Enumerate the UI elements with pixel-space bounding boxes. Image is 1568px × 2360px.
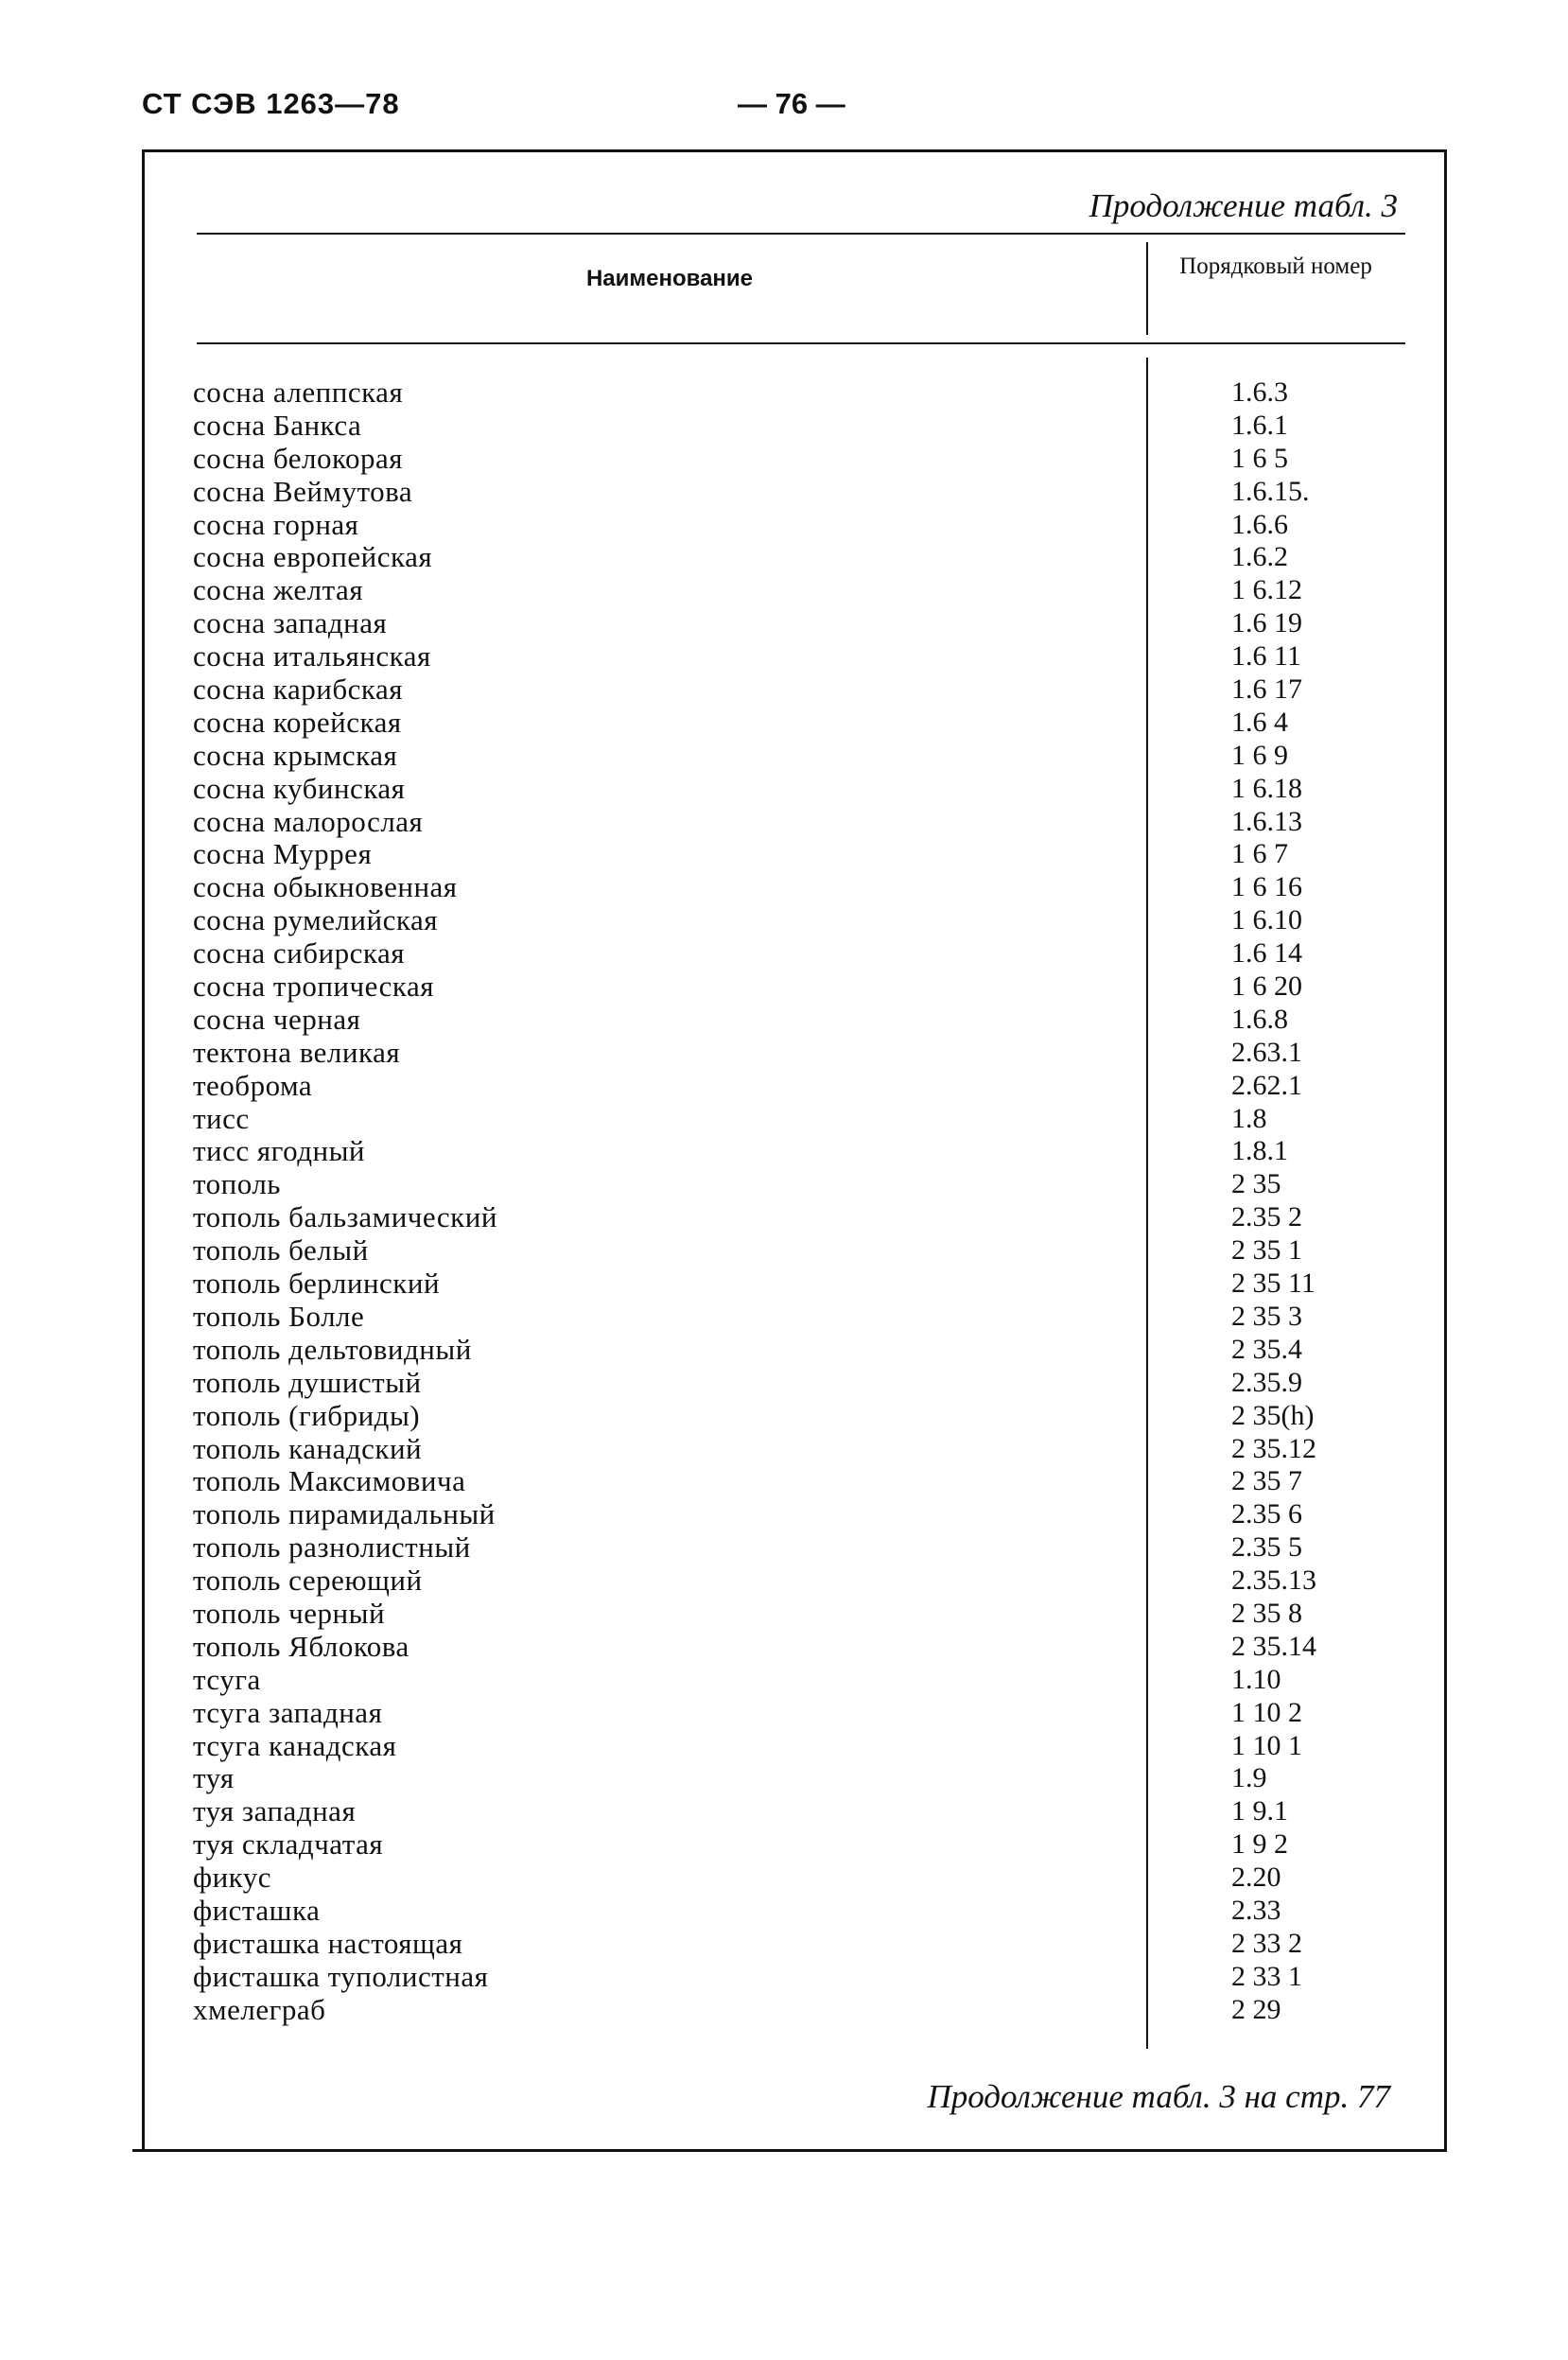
table-row: [193, 738, 1288, 773]
species-name: сосна желтая: [193, 573, 364, 607]
species-name: тектона великая: [193, 1035, 401, 1069]
frame-left-border: [142, 149, 145, 2150]
species-name: тополь канадский: [193, 1431, 423, 1465]
species-name: тсуга западная: [193, 1695, 383, 1729]
species-name: сосна Муррея: [193, 837, 373, 871]
species-name: сосна крымская: [193, 738, 398, 772]
ordinal-number: 2.35 5: [1231, 1531, 1302, 1564]
ordinal-number: 1.6.6: [1231, 508, 1288, 540]
ordinal-number: 2.20: [1231, 1862, 1281, 1894]
column-header-name: Наименование: [585, 266, 754, 291]
table-row: [193, 1695, 1302, 1730]
table-row: [193, 441, 1288, 476]
frame-right-border: [1444, 149, 1447, 2150]
species-name: туя западная: [193, 1794, 357, 1828]
table-row: [193, 1926, 1302, 1961]
species-name: сосна западная: [193, 606, 388, 640]
table-row: [193, 837, 1288, 871]
ordinal-number: 1 9.1: [1231, 1795, 1288, 1827]
page-header: [0, 87, 1568, 134]
table-row: [193, 1530, 1302, 1565]
table-row: [193, 376, 1288, 410]
species-name: тополь сереющий: [193, 1564, 423, 1598]
ordinal-number: 2 35 11: [1231, 1267, 1315, 1300]
ordinal-number: 1.6.15.: [1231, 475, 1310, 507]
species-name: фисташка настоящая: [193, 1926, 463, 1960]
ordinal-number: 1.6 17: [1231, 673, 1302, 706]
ordinal-number: 1.6.2: [1231, 541, 1288, 573]
table-row: [193, 1068, 1302, 1103]
ordinal-number: 2 33 2: [1231, 1927, 1302, 1959]
ordinal-number: 1.6.1: [1231, 409, 1288, 441]
species-name: тополь разнолистный: [193, 1530, 471, 1565]
ordinal-number: 1.6 14: [1231, 937, 1302, 970]
species-name: сосна европейская: [193, 540, 433, 574]
species-name: сосна белокорая: [193, 441, 403, 475]
table-row: [193, 1431, 1316, 1466]
table-row: [193, 1728, 1302, 1763]
species-name: тополь бальзамический: [193, 1200, 497, 1234]
ordinal-number: 1.6 11: [1231, 640, 1301, 673]
ordinal-number: 1 9 2: [1231, 1828, 1288, 1861]
ordinal-number: 1 6 9: [1231, 739, 1288, 771]
species-name: тополь Максимовича: [193, 1464, 466, 1498]
ordinal-number: 2 35.12: [1231, 1432, 1316, 1464]
ordinal-number: 2 35 7: [1231, 1465, 1302, 1497]
species-name: хмелеграб: [193, 1992, 326, 2026]
table-row: [193, 1398, 1315, 1433]
species-name: тополь душистый: [193, 1365, 422, 1399]
table-row: [193, 1267, 1315, 1301]
table-row: [193, 1200, 1302, 1234]
table-row: [193, 1299, 1302, 1334]
species-name: тополь: [193, 1167, 281, 1201]
table-row: [193, 804, 1302, 839]
ordinal-number: 2 35 1: [1231, 1234, 1302, 1267]
species-name: сосна алеппская: [193, 376, 404, 409]
species-name: сосна черная: [193, 1002, 361, 1036]
ordinal-number: 1.6.13: [1231, 805, 1302, 837]
ordinal-number: 1 6 5: [1231, 442, 1288, 474]
table-row: [193, 1959, 1302, 1994]
table-row: [193, 474, 1310, 509]
species-name: туя: [193, 1761, 235, 1795]
species-name: сосна кубинская: [193, 771, 406, 805]
table-row: [193, 507, 1288, 542]
species-name: тополь черный: [193, 1596, 386, 1630]
table-row: [193, 1101, 1267, 1136]
ordinal-number: 2 35 3: [1231, 1300, 1302, 1332]
table-continuation-top: Продолжение табл. 3: [1089, 187, 1398, 224]
species-name: сосна малорослая: [193, 804, 424, 838]
table-row: [193, 936, 1302, 970]
table-row: [193, 606, 1302, 640]
frame-top-border: [142, 149, 1447, 152]
species-name: тополь дельтовидный: [193, 1332, 472, 1366]
ordinal-number: 1.6.8: [1231, 1003, 1288, 1035]
species-name: сосна горная: [193, 507, 359, 541]
species-name: тсуга канадская: [193, 1728, 397, 1762]
species-name: сосна обыкновенная: [193, 870, 458, 904]
table-continuation-bottom: Продолжение табл. 3 на стр. 77: [927, 2078, 1390, 2115]
ordinal-number: 1 6 7: [1231, 838, 1288, 870]
ordinal-number: 1 6 20: [1231, 970, 1302, 1003]
species-name: тополь белый: [193, 1233, 369, 1267]
species-name: сосна тропическая: [193, 970, 434, 1004]
ordinal-number: 2 35(h): [1231, 1399, 1315, 1431]
ordinal-number: 2 33 1: [1231, 1960, 1302, 1992]
species-name: туя складчатая: [193, 1827, 384, 1862]
table-row: [193, 771, 1302, 806]
table-row: [193, 573, 1302, 607]
table-row: [193, 1497, 1302, 1531]
species-name: теоброма: [193, 1068, 313, 1102]
species-name: тополь пирамидальный: [193, 1497, 496, 1531]
table-header-bottom-rule: [197, 342, 1405, 344]
ordinal-number: 2.35 6: [1231, 1498, 1302, 1530]
ordinal-number: 1.6 4: [1231, 706, 1288, 738]
table-row: [193, 1761, 1267, 1795]
table-row: [193, 705, 1288, 740]
ordinal-number: 2 35: [1231, 1168, 1281, 1200]
table-row: [193, 870, 1302, 904]
species-name: тополь Яблокова: [193, 1629, 409, 1663]
species-name: фисташка туполистная: [193, 1959, 489, 1993]
table-row: [193, 1564, 1316, 1598]
ordinal-number: 2.63.1: [1231, 1036, 1302, 1068]
ordinal-number: 2.35.9: [1231, 1366, 1302, 1398]
column-header-number: Порядковый номер: [1179, 253, 1372, 279]
species-name: сосна румелийская: [193, 903, 438, 937]
ordinal-number: 1 10 1: [1231, 1729, 1302, 1761]
table-row: [193, 639, 1301, 673]
species-name: сосна корейская: [193, 705, 402, 739]
ordinal-number: 2 35.4: [1231, 1333, 1302, 1365]
ordinal-number: 1.9: [1231, 1762, 1267, 1794]
table-row: [193, 1893, 1281, 1928]
table-row: [193, 408, 1288, 443]
species-name: тисс: [193, 1101, 250, 1135]
ordinal-number: 1 6.10: [1231, 904, 1302, 936]
table-row: [193, 1861, 1281, 1895]
ordinal-number: 2.35 2: [1231, 1201, 1302, 1233]
species-name: тсуга: [193, 1662, 261, 1696]
table-row: [193, 1794, 1288, 1828]
table-row: [193, 1134, 1288, 1168]
ordinal-number: 2 35.14: [1231, 1630, 1316, 1662]
table-row: [193, 1992, 1281, 2027]
table-row: [193, 1233, 1302, 1267]
standard-code: СТ СЭВ 1263—78: [142, 87, 400, 120]
table-row: [193, 1629, 1316, 1664]
species-name: сосна итальянская: [193, 639, 431, 673]
table-row: [193, 1596, 1302, 1631]
frame-bottom-border: [132, 2149, 1447, 2152]
species-name: тополь Болле: [193, 1299, 365, 1333]
table-row: [193, 970, 1302, 1004]
table-body: [193, 376, 1316, 2027]
table-row: [193, 1035, 1302, 1070]
species-name: фикус: [193, 1861, 272, 1895]
ordinal-number: 1.8: [1231, 1102, 1267, 1134]
table-row: [193, 1464, 1302, 1498]
table-row: [193, 1332, 1302, 1367]
species-name: тополь берлинский: [193, 1267, 441, 1301]
table-row: [193, 540, 1288, 574]
table-row: [193, 903, 1302, 937]
species-name: сосна Веймутова: [193, 474, 413, 508]
species-name: тополь (гибриды): [193, 1398, 421, 1432]
ordinal-number: 1.10: [1231, 1663, 1281, 1695]
ordinal-number: 1 10 2: [1231, 1696, 1302, 1728]
ordinal-number: 2.35.13: [1231, 1565, 1316, 1597]
table-row: [193, 1827, 1288, 1862]
table-row: [193, 1365, 1302, 1400]
ordinal-number: 2 29: [1231, 1993, 1281, 2025]
table-row: [193, 1002, 1288, 1037]
ordinal-number: 1 6 16: [1231, 871, 1302, 903]
ordinal-number: 1 6.18: [1231, 772, 1302, 804]
table-header-top-rule: [197, 233, 1405, 235]
species-name: тисс ягодный: [193, 1134, 365, 1168]
ordinal-number: 1.6 19: [1231, 607, 1302, 639]
ordinal-number: 2.33: [1231, 1894, 1281, 1926]
column-divider-body: [1146, 358, 1148, 2049]
species-name: сосна карибская: [193, 673, 403, 707]
ordinal-number: 2 35 8: [1231, 1597, 1302, 1629]
ordinal-number: 1.8.1: [1231, 1135, 1288, 1167]
table-row: [193, 1167, 1281, 1201]
page-number: — 76 —: [738, 87, 845, 120]
species-name: сосна Банкса: [193, 408, 362, 442]
ordinal-number: 1.6.3: [1231, 376, 1288, 408]
ordinal-number: 1 6.12: [1231, 574, 1302, 606]
table-row: [193, 1662, 1281, 1697]
species-name: фисташка: [193, 1893, 321, 1927]
species-name: сосна сибирская: [193, 936, 405, 970]
ordinal-number: 2.62.1: [1231, 1069, 1302, 1101]
table-row: [193, 673, 1302, 707]
